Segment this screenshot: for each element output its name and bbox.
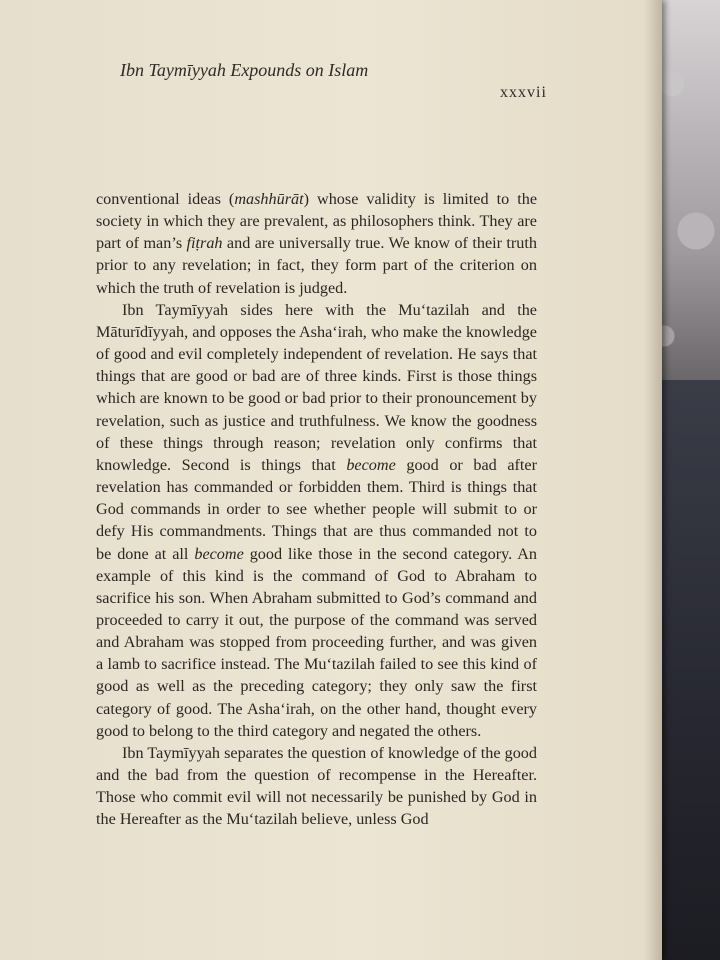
p2-italic-2: become — [194, 544, 244, 563]
p1-italic-1: mashhūrāt — [234, 190, 304, 208]
p2-italic-1: become — [346, 455, 396, 474]
p2-text-2: good or bad after revelation has commanded or forbidden them. Third is things that God commands in order to see whether people will submit to or defy His commandments. Things that are thus commanded not to be done at all — [96, 455, 537, 563]
p2-text-3: good like those in the second category. An example of this kind is the command of God to Abraham to sacrifice his son. When Abraham submitted to God’s command and proceeded to carry it out, the purpose of the command was served and Abraham was stopped from proceeding further, and was given a lamb to sacrifice instead. The Mu‘tazilah failed to see this kind of good as well as the preceding category; they only saw the first category of good. The Asha‘irah, on the other hand, thought every good to belong to the third category and negated the others. — [96, 544, 537, 740]
running-head-title: Ibn Taymīyyah Expounds on Islam — [120, 60, 369, 80]
p1-text-3: and are universally true. We know of their truth prior to any revelation; in fact, they form part of the criterion on which the truth of revelation is judged. — [96, 234, 537, 297]
paragraph-2 — [96, 299, 537, 742]
p3-text-1: Ibn Taymīyyah separates the question of knowledge of the good and the bad from the question of recompense in the Hereafter. Those who commit evil will not necessarily be punished by God in the Hereafter as the Mu‘tazilah believe, unless God — [96, 743, 537, 829]
body-text — [96, 188, 537, 831]
p1-italic-2: fiṭrah — [186, 234, 223, 253]
page-number: xxxvii — [500, 84, 547, 101]
paragraph-1 — [96, 188, 537, 299]
p1-text-2: ) whose validity is limited to the society in which they are prevalent, as philosophers think. They are part of man’s — [96, 190, 538, 253]
p1-text-1: conventional ideas ( — [96, 190, 235, 208]
p2-text-1: Ibn Taymīyyah sides here with the Mu‘tazilah and the Māturīdīyyah, and opposes the Asha‘irah, who make the knowledge of good and evil completely independent of revelation. He says that things that are good or bad are of three kinds. First is those things which are known to be good or bad prior to their pronouncement by revelation, such as justice and truthfulness. We know the goodness of these things through reason; revelation only confirms that knowledge. Second is things that — [96, 300, 537, 474]
paragraph-3 — [96, 742, 537, 831]
